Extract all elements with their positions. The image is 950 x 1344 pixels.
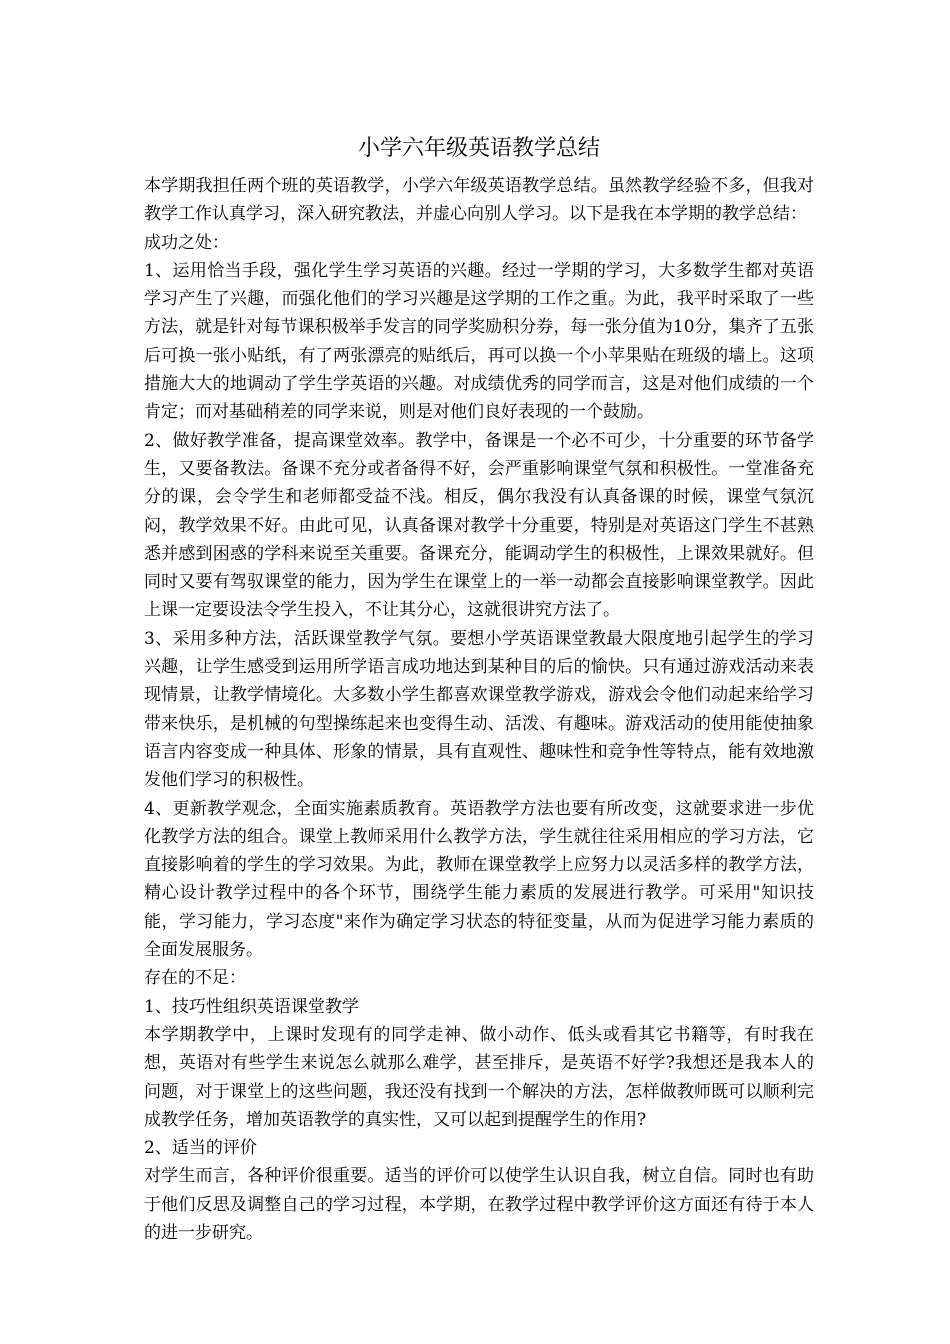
shortcoming-2-text: 对学生而言，各种评价很重要。适当的评价可以使学生认识自我，树立自信。同时也有助于他们反思及调整自己的学习过程，本学期，在教学过程中教学评价这方面还有待于本人的进一步研究。: [144, 1166, 814, 1243]
intro-paragraph: 本学期我担任两个班的英语教学，小学六年级英语教学总结。虽然教学经验不多，但我对教学工作认真学习，深入研究教法，并虚心向别人学习。以下是我在本学期的教学总结：: [144, 176, 814, 225]
document-title: 小学六年级英语教学总结: [357, 136, 600, 161]
shortcomings-heading: 存在的不足：: [144, 968, 246, 989]
shortcoming-2-heading: 2、适当的评价: [144, 1138, 257, 1159]
document-page: [144, 132, 814, 1247]
shortcoming-1-heading: 1、技巧性组织英语课堂教学: [144, 996, 359, 1017]
success-item-1: 1、运用恰当手段，强化学生学习英语的兴趣。经过一学期的学习，大多数学生都对英语学习产生了兴趣，而强化他们的学习兴趣是这学期的工作之重。为此，我平时采取了一些方法，就是针对每节课积极举手发言的同学奖励积分券，每一张分值为10分，集齐了五张后可换一张小贴纸，有了两张漂亮的贴纸后，再可以换一个小苹果贴在班级的墙上。这项措施大大的地调动了学生学英语的兴趣。对成绩优秀的同学而言，这是对他们成绩的一个肯定；而对基础稍差的同学来说，则是对他们良好表现的一个鼓励。: [144, 260, 814, 423]
success-item-4: 4、更新教学观念，全面实施素质教育。英语教学方法也要有所改变，这就要求进一步优化教学方法的组合。课堂上教师采用什么教学方法，学生就往往采用相应的学习方法，它直接影响着的学生的学习效果。为此，教师在课堂教学上应努力以灵活多样的教学方法，精心设计教学过程中的各个环节，围绕学生能力素质的发展进行教学。可采用"知识技能，学习能力，学习态度"来作为确定学习状态的特征变量，从而为促进学习能力素质的全面发展服务。: [144, 798, 814, 961]
shortcoming-1-text: 本学期教学中，上课时发现有的同学走神、做小动作、低头或看其它书籍等，有时我在想，英语对有些学生来说怎么就那么难学，甚至排斥，是英语不好学?我想还是我本人的问题，对于课堂上的这些问题，我还没有找到一个解决的方法，怎样做教师既可以顺利完成教学任务，增加英语教学的真实性，又可以起到提醒学生的作用?: [144, 1024, 814, 1130]
success-item-3: 3、采用多种方法，活跃课堂教学气氛。要想小学英语课堂教最大限度地引起学生的学习兴趣，让学生感受到运用所学语言成功地达到某种目的后的愉快。只有通过游戏活动来表现情景，让教学情境化。大多数小学生都喜欢课堂教学游戏，游戏会令他们动起来给学习带来快乐，是机械的句型操练起来也变得生动、活泼、有趣味。游戏活动的使用能使抽象语言内容变成一种具体、形象的情景，具有直观性、趣味性和竞争性等特点，能有效地激发他们学习的积极性。: [144, 628, 814, 791]
successes-heading: 成功之处：: [144, 232, 229, 253]
success-item-2: 2、做好教学准备，提高课堂效率。教学中，备课是一个必不可少，十分重要的环节备学生，又要备教法。备课不充分或者备得不好，会严重影响课堂气氛和积极性。一堂准备充分的课，会令学生和老师都受益不浅。相反，偶尔我没有认真备课的时候，课堂气氛沉闷，教学效果不好。由此可见，认真备课对教学十分重要，特别是对英语这门学生不甚熟悉并感到困惑的学科来说至关重要。备课充分，能调动学生的积极性，上课效果就好。但同时又要有驾驭课堂的能力，因为学生在课堂上的一举一动都会直接影响课堂教学。因此上课一定要设法令学生投入，不让其分心，这就很讲究方法了。: [144, 430, 814, 621]
